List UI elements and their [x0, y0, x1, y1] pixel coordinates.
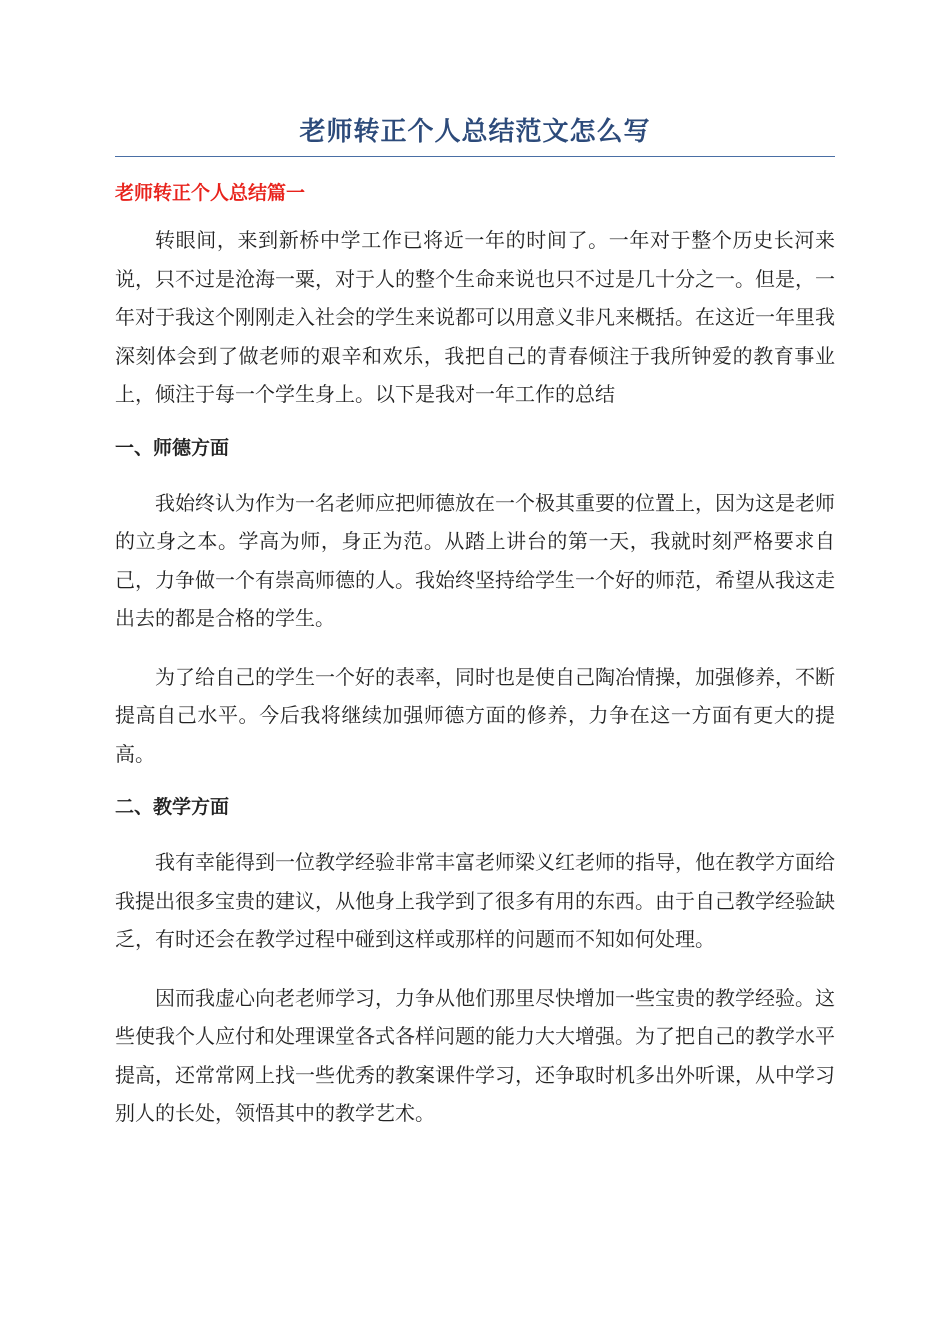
heading-teacher-ethics: 一、师德方面: [115, 436, 230, 459]
document-page: [115, 112, 835, 1133]
intro-paragraph: 转眼间，来到新桥中学工作已将近一年的时间了。一年对于整个历史长河来说，只不过是沧海一粟，对于人的整个生命来说也只不过是几十分之一。但是，一年对于我这个刚刚走入社会的学生来说都可以用意义非凡来概括。在这近一年里我深刻体会到了做老师的艰辛和欢乐，我把自己的青春倾注于我所钟爱的教育事业上，倾注于每一个学生身上。以下是我对一年工作的总结: [115, 228, 835, 406]
page-title: 老师转正个人总结范文怎么写: [299, 117, 651, 147]
ethics-paragraph-1: 我始终认为作为一名老师应把师德放在一个极其重要的位置上，因为这是老师的立身之本。学高为师，身正为范。从踏上讲台的第一天，我就时刻严格要求自己，力争做一个有崇高师德的人。我始终坚持给学生一个好的师范，希望从我这走出去的都是合格的学生。: [115, 490, 835, 630]
heading-teaching: 二、教学方面: [115, 796, 230, 818]
section-title: 老师转正个人总结篇一: [115, 182, 306, 204]
ethics-paragraph-2: 为了给自己的学生一个好的表率，同时也是使自己陶冶情操，加强修养，不断提高自己水平。今后我将继续加强师德方面的修养，力争在这一方面有更大的提高。: [115, 664, 835, 766]
title-divider: [115, 156, 835, 157]
teaching-paragraph-1: 我有幸能得到一位教学经验非常丰富老师梁义红老师的指导，他在教学方面给我提出很多宝贵的建议，从他身上我学到了很多有用的东西。由于自己教学经验缺乏，有时还会在教学过程中碰到这样或那样的问题而不知如何处理。: [115, 850, 835, 951]
teaching-paragraph-2: 因而我虚心向老老师学习，力争从他们那里尽快增加一些宝贵的教学经验。这些使我个人应付和处理课堂各式各样问题的能力大大增强。为了把自己的教学水平提高，还常常网上找一些优秀的教案课件学习，还争取时机多出外听课，从中学习别人的长处，领悟其中的教学艺术。: [115, 985, 835, 1125]
